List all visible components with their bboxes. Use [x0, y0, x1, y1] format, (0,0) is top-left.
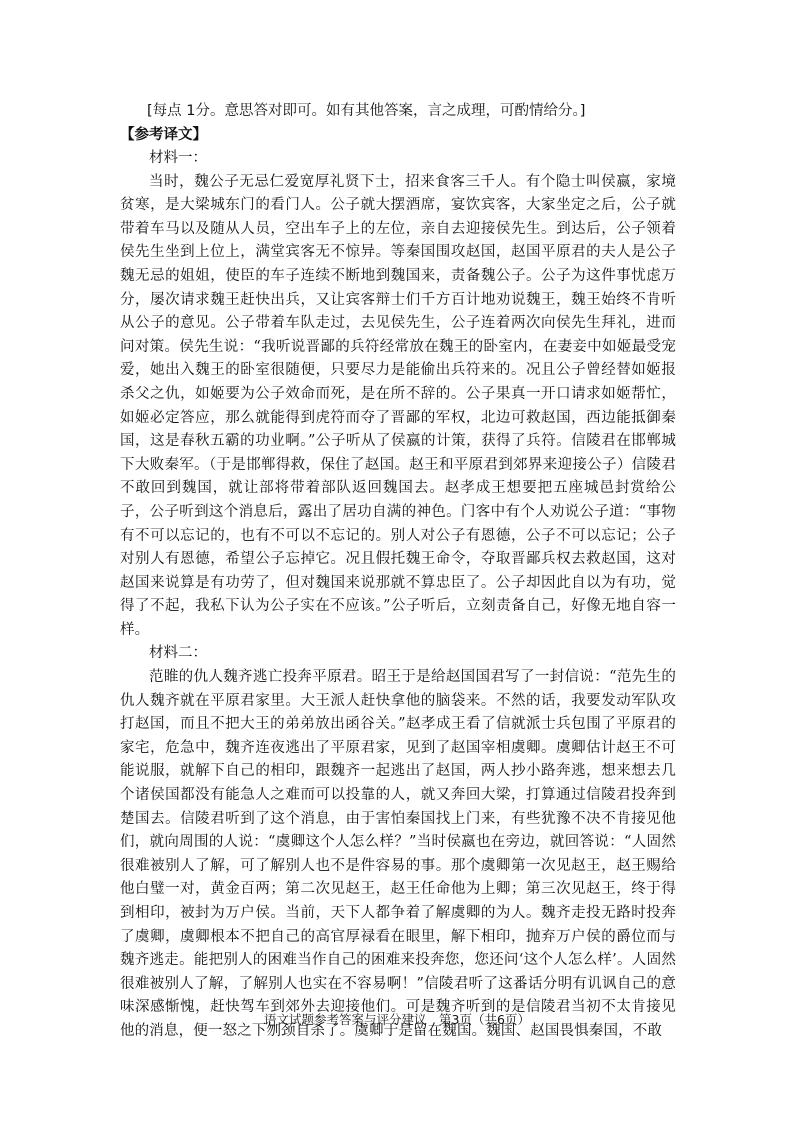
- page-footer: 语文试题参考答案与评分建议 第3页（共6页）: [264, 1012, 530, 1027]
- material-2-label: 材料二：: [149, 645, 207, 662]
- material-1-paragraph: 当时，魏公子无忌仁爱宽厚礼贤下士，招来食客三千人。有个隐士叫侯嬴，家境贫寒，是大梁城东门的看门人。公子就大摆酒席，宴饮宾客，大家坐定之后，公子就带着车马以及随从人员，空出车子上的左位，亲自去迎接侯先生。到达后，公子领着侯先生坐到上位上，满堂宾客无不惊异。等秦国围攻赵国，赵国平原君的夫人是公子魏无忌的姐姐，使臣的车子连续不断地到魏国来，责备魏公子。公子为这件事忧虑万分，屡次请求魏王赶快出兵，又让宾客辩士们千方百计地劝说魏王，魏王始终不肯听从公子的意见。公子带着车队走过，去见侯先生，公子连着两次向侯先生拜礼，进而问对策。侯先生说：“我听说晋鄙的兵符经常放在魏王的卧室内，在妻妾中如姬最受宠爱，她出入魏王的卧室很随便，只要尽力是能偷出兵符来的。况且公子曾经替如姬报杀父之仇，如姬要为公子效命而死，是在所不辞的。公子果真一开口请求如姬帮忙，如姬必定答应，那么就能得到虎符而夺了晋鄙的军权，北边可救赵国，西边能抵御秦国，这是春秋五霸的功业啊。”公子听从了侯嬴的计策，获得了兵符。信陵君在邯郸城下大败秦军。（于是邯郸得救，保住了赵国。赵王和平原君到郊界来迎接公子）信陵君不敢回到魏国，就让部将带着部队返回魏国去。赵孝成王想要把五座城邑封赏给公子，公子听到这个消息后，露出了居功自满的神色。门客中有个人劝说公子道：“事物有不可以忘记的，也有不可以不忘记的。别人对公子有恩德，公子不可以忘记；公子对别人有恩德，希望公子忘掉它。况且假托魏王命令，夺取晋鄙兵权去救赵国，这对赵国来说算是有功劳了，但对魏国来说那就不算忠臣了。公子却因此自以为有功，觉得了不起，我私下认为公子实在不应该。”公子听后，立刻责备自己，好像无地自容一样。: [120, 173, 676, 638]
- material-1-label: 材料一：: [149, 150, 207, 166]
- reference-translation-heading: 【参考译文】: [120, 127, 207, 143]
- scoring-note: [每点 1分。意思答对即可。如有其他答案，言之成理，可酌情给分。]: [147, 103, 586, 119]
- material-2-paragraph: 范睢的仇人魏齐逃亡投奔平原君。昭王于是给赵国国君写了一封信说：“范先生的仇人魏齐就在平原君家里。大王派人赶快拿他的脑袋来。不然的话，我要发动军队攻打赵国，而且不把大王的弟弟放出函谷关。”赵孝成王看了信就派士兵包围了平原君的家宅，危急中，魏齐连夜逃出了平原君家，见到了赵国宰相虞卿。虞卿估计赵王不可能说服，就解下自己的相印，跟魏齐一起逃出了赵国，两人抄小路奔逃，想来想去几个诸侯国都没有能急人之难而可以投靠的人，就又奔回大梁，打算通过信陵君投奔到楚国去。信陵君听到了这个消息，由于害怕秦国找上门来，有些犹豫不决不肯接见他们，就向周围的人说：“虞卿这个人怎么样？”当时侯嬴也在旁边，就回答说：“人固然很难被别人了解，可了解别人也不是件容易的事。那个虞卿第一次见赵王，赵王赐给他白璧一对，黄金百两；第二次见赵王，赵王任命他为上卿；第三次见赵王，终于得到相印，被封为万户侯。当前，天下人都争着了解虞卿的为人。魏齐走投无路时投奔了虞卿，虞卿根本不把自己的高官厚禄看在眼里，解下相印，抛弃万户侯的爵位而与魏齐逃走。能把别人的困难当作自己的困难来投奔您，您还问‘这个人怎么样’。人固然很难被别人了解，了解别人也实在不容易啊！”信陵君听了这番话分明有讥讽自己的意味深感惭愧，赶快驾车到郊外去迎接他们。可是魏齐听到的是信陵君当初不太肯接见他的消息，便一怒之下刎颈自杀了。虞卿于是留在魏国。魏国、赵国畏惧秦国，不敢: [120, 669, 676, 1039]
- page-content: [120, 99, 676, 1044]
